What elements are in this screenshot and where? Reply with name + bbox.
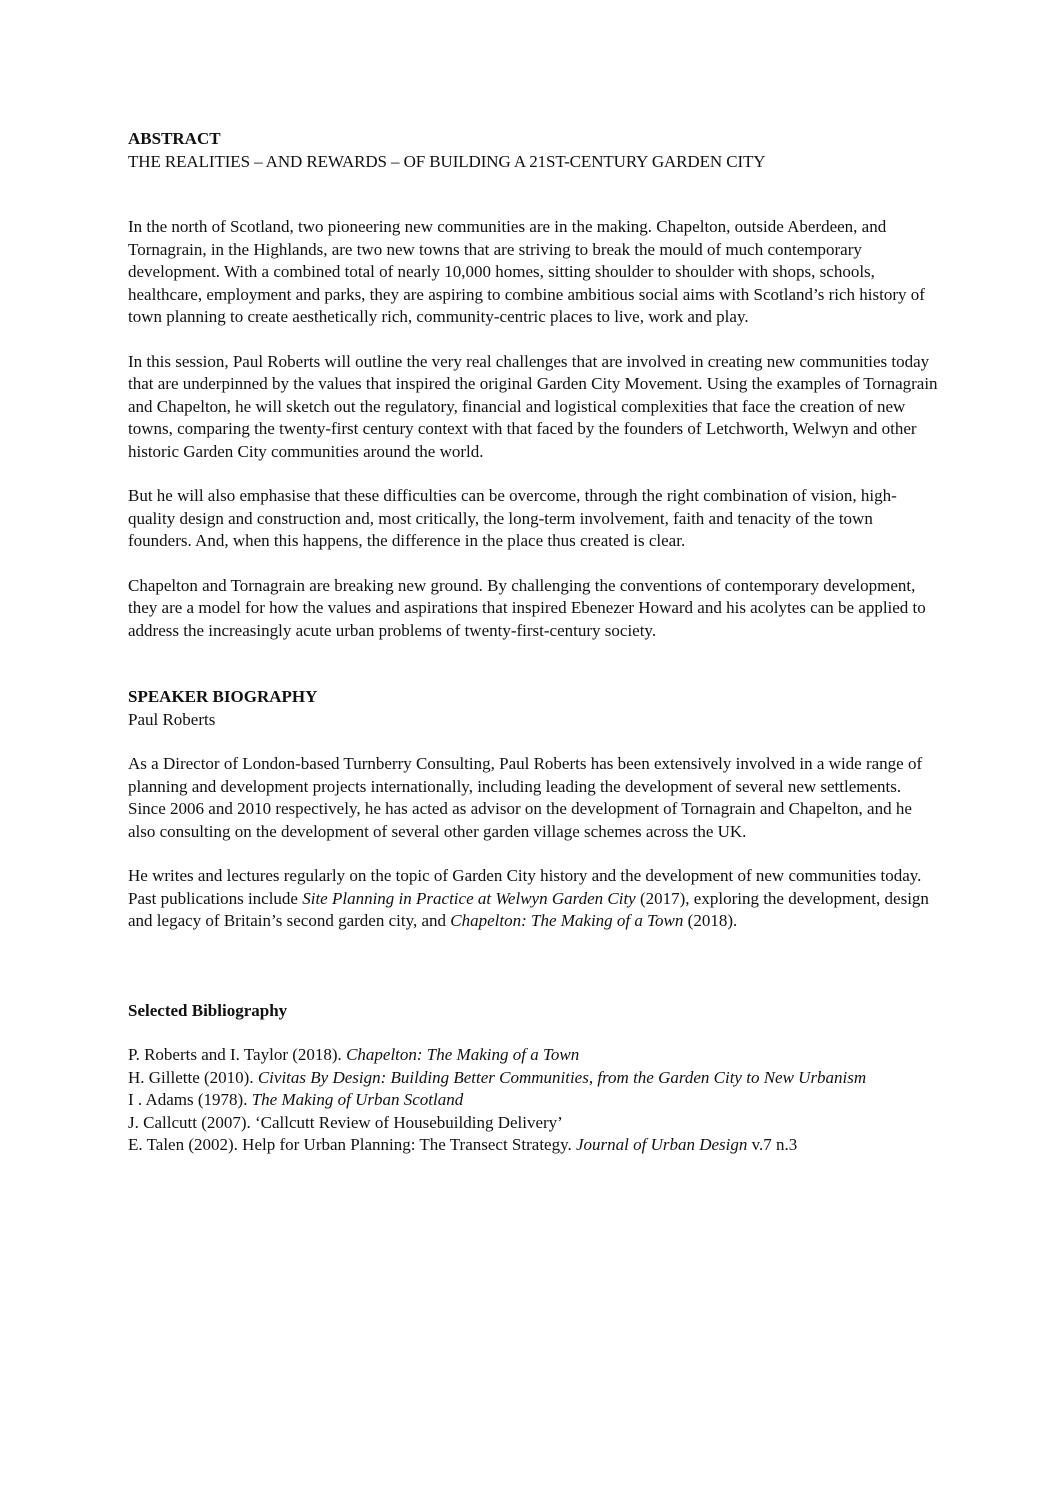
speaker-name: Paul Roberts	[128, 709, 216, 729]
bibliography-entry	[128, 1067, 938, 1090]
publication-title: Chapelton: The Making of a Town	[450, 911, 684, 930]
abstract-heading: ABSTRACT	[128, 129, 221, 148]
biography-section	[128, 686, 938, 933]
entry-author: J. Callcutt (2007).	[128, 1112, 256, 1132]
bibliography-heading: Selected Bibliography	[128, 1000, 288, 1020]
bibliography-section	[128, 1000, 938, 1157]
entry-title: Chapelton: The Making of a Town	[346, 1045, 580, 1064]
bibliography-entry	[128, 1044, 938, 1067]
biography-paragraph	[128, 865, 938, 933]
entry-title: Civitas By Design: Building Better Communities, from the Garden City to New Urbanism	[257, 1067, 867, 1087]
entry-journal: Journal of Urban Design	[575, 1135, 748, 1154]
bibliography-entry	[128, 1134, 938, 1157]
document-page	[128, 128, 938, 1157]
abstract-section	[128, 128, 938, 642]
entry-tail: v.7 n.3	[747, 1135, 798, 1154]
abstract-body	[128, 216, 938, 642]
abstract-paragraph: In this session, Paul Roberts will outline the very real challenges that are involved in creating new communities today that are underpinned by the values that inspired the original Garden City Movement. Using the examples of Tornagrain and Chapelton, he will sketch out the regulatory, financial and logistical complexities that face the creation of new towns, comparing the twenty-first century context with that faced by the founders of Letchworth, Welwyn and other historic Garden City communities around the world.	[128, 351, 938, 461]
publication-title: Site Planning in Practice at Welwyn Garden City	[302, 888, 636, 908]
abstract-paragraph: In the north of Scotland, two pioneering new communities are in the making. Chapelton, outside Aberdeen, and Tornagrain, in the Highlands, are two new towns that are striving to break the mould of much contemporary development. With a combined total of nearly 10,000 homes, sitting shoulder to shoulder with shops, schools, healthcare, employment and parks, they are aspiring to combine ambitious social aims with Scotland’s rich history of town planning to create aesthetically rich, community-centric places to live, work and play.	[128, 217, 925, 326]
bio-text: He writes and lectures regularly on the topic of Garden City history and the development of new communities today. Past publications include	[128, 866, 922, 908]
entry-rest: Help for Urban Planning: The Transect Strategy.	[242, 1135, 576, 1154]
entry-author: E. Talen (2002).	[128, 1135, 243, 1154]
abstract-paragraph: Chapelton and Tornagrain are breaking new ground. By challenging the conventions of contemporary development, they are a model for how the values and aspirations that inspired Ebenezer Howard and his acolytes can be applied to address the increasingly acute urban problems of twenty-first-century society.	[128, 575, 926, 640]
biography-paragraph: As a Director of London-based Turnberry Consulting, Paul Roberts has been extensively involved in a wide range of planning and development projects internationally, including leading the development of several new settlements. Since 2006 and 2010 respectively, he has acted as advisor on the development of Tornagrain and Chapelton, and he also consulting on the development of several other garden village schemes across the UK.	[128, 754, 923, 841]
entry-title: The Making of Urban Scotland	[251, 1090, 464, 1109]
entry-author: P. Roberts and I. Taylor (2018).	[128, 1045, 347, 1064]
entry-rest: ‘Callcutt Review of Housebuilding Delivery’	[255, 1112, 563, 1132]
bio-text: (2017), exploring the development, design and legacy of Britain’s second garden city, and	[128, 888, 929, 930]
abstract-title: THE REALITIES – AND REWARDS – OF BUILDING A 21ST-CENTURY GARDEN CITY	[128, 151, 766, 171]
biography-body	[128, 753, 938, 933]
bibliography-entry	[128, 1112, 938, 1135]
entry-author: H. Gillette (2010).	[128, 1067, 258, 1087]
bibliography-entry	[128, 1089, 938, 1112]
bio-text: (2018).	[683, 911, 738, 930]
abstract-paragraph: But he will also emphasise that these difficulties can be overcome, through the right combination of vision, high-quality design and construction and, most critically, the long-term involvement, faith and tenacity of the town founders. And, when this happens, the difference in the place thus created is clear.	[128, 486, 897, 550]
entry-author: I . Adams (1978).	[128, 1090, 252, 1109]
bibliography-list	[128, 1044, 938, 1157]
biography-heading: SPEAKER BIOGRAPHY	[128, 687, 318, 706]
